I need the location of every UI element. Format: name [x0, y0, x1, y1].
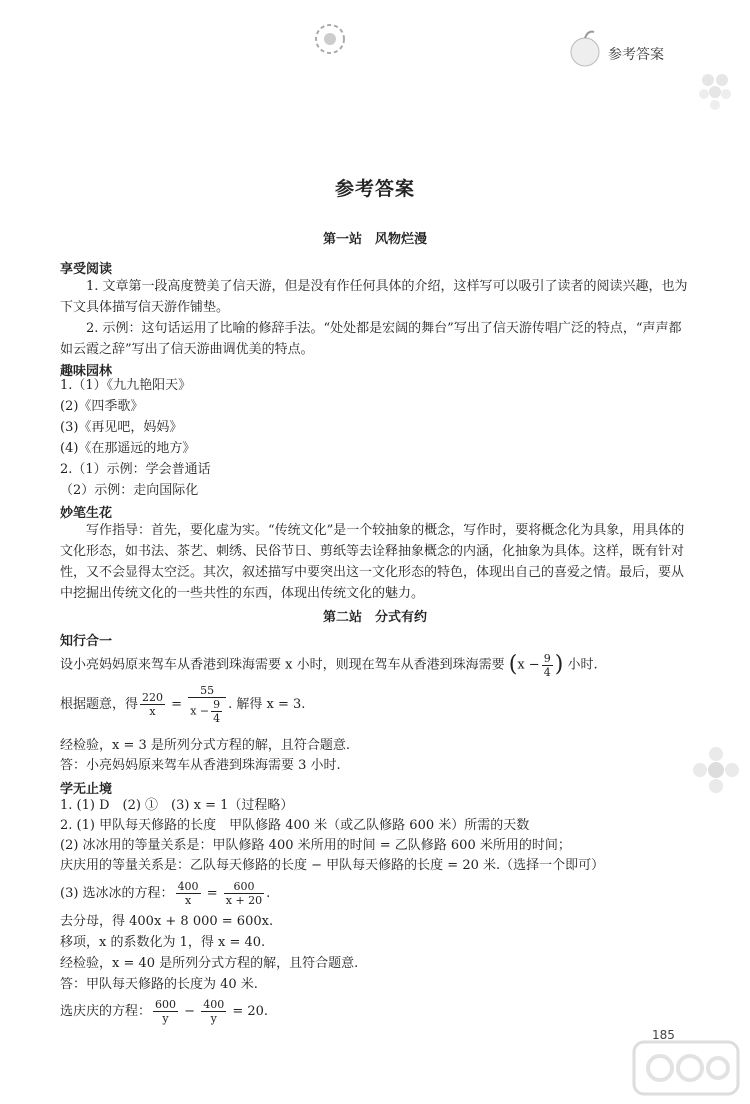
- page-title: 参考答案: [334, 178, 415, 200]
- fraction: [176, 880, 201, 907]
- section-title-2: 第二站 分式有约: [322, 610, 427, 625]
- equation-line-9: [60, 878, 270, 910]
- equation-line-3: 经检验，x = 3 是所列分式方程的解，且符合题意.: [60, 738, 351, 753]
- fraction: [153, 998, 178, 1025]
- equation-text: . 解得 x = 3.: [228, 697, 306, 712]
- subheading-enjoy-reading: 享受阅读: [60, 262, 113, 277]
- equation-text: (3) 选冰冰的方程：: [60, 886, 174, 901]
- fraction-numerator: 400: [177, 880, 199, 893]
- list-item: 1.（1）《九九艳阳天》: [60, 378, 192, 393]
- watermark-logo-icon: [628, 1036, 744, 1100]
- left-paren: (: [508, 652, 518, 677]
- subheading-no-end: 学无止境: [60, 782, 113, 797]
- equation-text: 选庆庆的方程：: [60, 1004, 152, 1019]
- fraction: [224, 880, 264, 907]
- minus-sign: −: [184, 1004, 196, 1019]
- fraction: [188, 684, 226, 725]
- list-item: （2）示例：走向国际化: [60, 483, 199, 498]
- equation-text: 小时.: [567, 657, 598, 673]
- page-number: 185: [652, 1028, 675, 1042]
- list-item: (4)《在那遥远的地方》: [60, 441, 196, 456]
- fraction-denominator: 4: [543, 665, 551, 679]
- equals-sign: =: [206, 886, 218, 901]
- equation-line-2: [60, 684, 305, 725]
- fraction-numerator: 600: [224, 880, 264, 894]
- section-title-1: 第一站 风物烂漫: [322, 232, 427, 247]
- fraction: [201, 998, 226, 1025]
- equation-text: x −: [190, 704, 210, 718]
- fraction-numerator: 600: [155, 998, 177, 1011]
- fraction: [140, 691, 165, 718]
- fraction-numerator: 55: [188, 684, 226, 698]
- fraction: [542, 652, 553, 679]
- fraction-numerator: 9: [213, 698, 221, 711]
- equation-line-1: [60, 650, 598, 681]
- list-item: 2.（1）示例：学会普通话: [60, 462, 211, 477]
- answer-line: 移项，x 的系数化为 1，得 x = 40.: [60, 935, 266, 950]
- equation-text: 根据题意，得: [60, 697, 139, 712]
- fraction-denominator: x: [184, 894, 192, 907]
- fraction-denominator: x + 20: [225, 894, 263, 907]
- fraction-numerator: 400: [203, 998, 225, 1011]
- answer-line: 经检验，x = 40 是所列分式方程的解，且符合题意.: [60, 956, 359, 971]
- cartoon-fruit-icon: [560, 24, 610, 74]
- equation-line-4: 答：小亮妈妈原来驾车从香港到珠海需要 3 小时.: [60, 758, 341, 773]
- answer-line: 1. (1) D (2) ① (3) x = 1（过程略）: [60, 798, 294, 813]
- subheading-writing: 妙笔生花: [60, 506, 113, 521]
- fraction-denominator: x: [149, 705, 156, 718]
- equation-text: = 20.: [232, 1004, 269, 1019]
- grape-deco-icon: [696, 68, 736, 118]
- answer-paragraph-1: 1. 文章第一段高度赞美了信天游，但是没有作任何具体的介绍，这样写可以吸引了读者的阅读兴趣，也为下文具体描写信天游作铺垫。: [60, 279, 688, 315]
- equals-sign: =: [171, 697, 183, 712]
- fraction-denominator: [188, 698, 226, 725]
- flower-deco-icon: [686, 740, 746, 800]
- right-paren: ): [554, 652, 564, 677]
- fraction-denominator: y: [162, 1012, 169, 1025]
- answer-line: 去分母，得 400x + 8 000 = 600x.: [60, 914, 274, 929]
- header-label: 参考答案: [608, 47, 664, 63]
- top-left-doodle-icon: [300, 14, 360, 64]
- equation-text: x −: [517, 657, 540, 673]
- answer-line: 答：甲队每天修路的长度为 40 米.: [60, 977, 258, 992]
- fraction-numerator: 220: [142, 691, 164, 704]
- fraction-denominator: y: [210, 1012, 217, 1025]
- answer-line: 庆庆用的等量关系是：乙队每天修路的长度 − 甲队每天修路的长度 = 20 米.（选择一个即可）: [60, 858, 605, 873]
- equation-line-14: [60, 996, 268, 1028]
- equation-text: 设小亮妈妈原来驾车从香港到珠海需要 x 小时，则现在驾车从香港到珠海需要: [60, 657, 505, 673]
- list-item: (2)《四季歌》: [60, 399, 144, 414]
- subheading-fun-garden: 趣味园林: [60, 364, 113, 379]
- fraction: [211, 698, 222, 725]
- answer-line: (2) 冰冰用的等量关系是：甲队修路 400 米所用的时间 = 乙队修路 600 米所用的时间；: [60, 838, 571, 853]
- answer-paragraph-3: 写作指导：首先，要化虚为实。“传统文化”是一个较抽象的概念，写作时，要将概念化为具象，用具体的文化形态，如书法、茶艺、刺绣、民俗节日、剪纸等去诠释抽象概念的内涵，化抽象为具体。这样，既有针对性，又不会显得太空泛。其次，叙述描写中要突出这一文化形态的特色，体现出自己的喜爱之情。最后，要从中挖掘出传统文化的一些共性的东西，体现出传统文化的魅力。: [60, 523, 685, 601]
- equation-text: .: [266, 886, 271, 901]
- answer-line: 2. (1) 甲队每天修路的长度 甲队修路 400 米（或乙队修路 600 米）所需的天数: [60, 818, 530, 833]
- fraction-numerator: 9: [543, 651, 551, 665]
- list-item: (3)《再见吧，妈妈》: [60, 420, 183, 435]
- answer-paragraph-2: 2. 示例：这句话运用了比喻的修辞手法。“处处都是宏阔的舞台”写出了信天游传唱广泛的特点，“声声都如云霞之辞”写出了信天游曲调优美的特点。: [60, 321, 682, 357]
- subheading-unity: 知行合一: [60, 634, 113, 649]
- fraction-denominator: 4: [213, 712, 221, 725]
